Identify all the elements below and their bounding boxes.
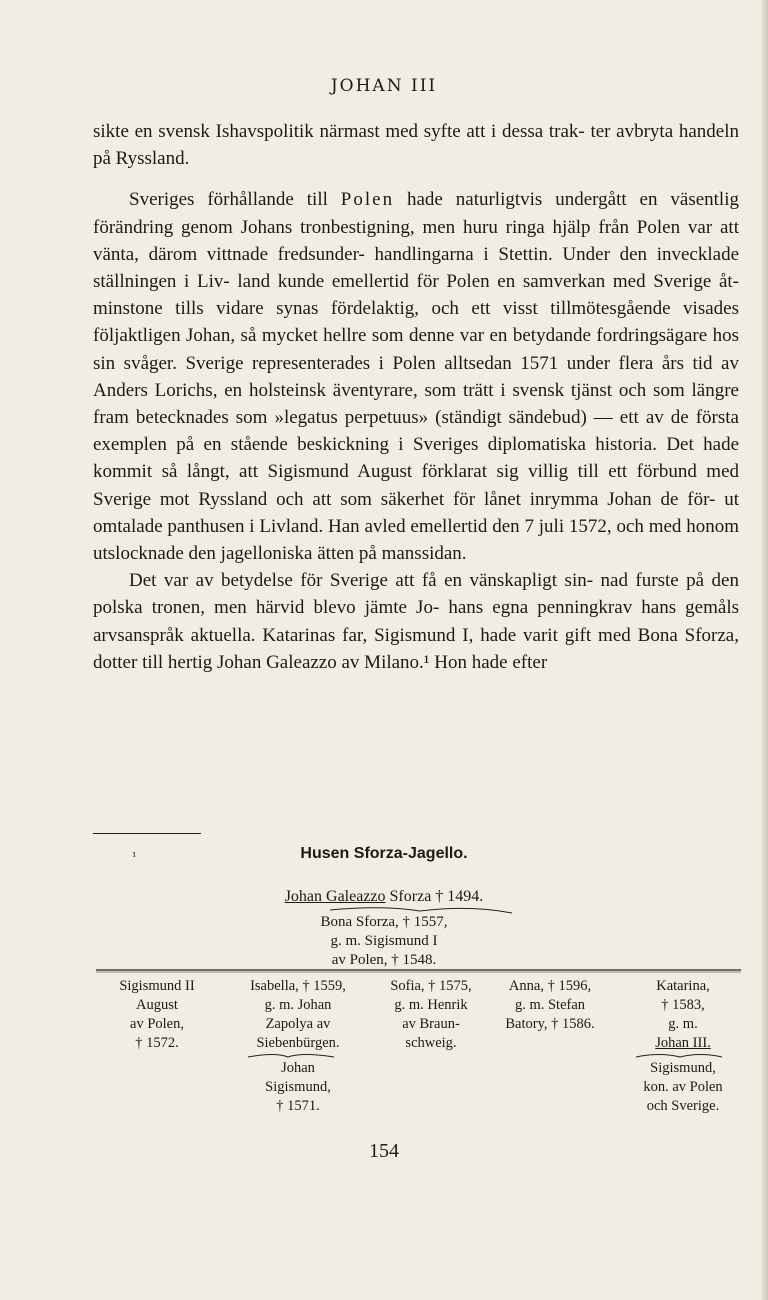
grandchild-line: och Sverige. (646, 1098, 720, 1114)
child-line: g. m. (668, 1016, 698, 1032)
grandchild-sigismund (618, 1059, 748, 1116)
grandchild-line: Johan (281, 1060, 315, 1076)
child-line: av Braun- (402, 1016, 460, 1032)
paragraph-1: sikte en svensk Ishavspolitik närmast med syfte att i dessa trak- ter avbryta handeln på Ryssland. (93, 121, 739, 170)
child-line: Zapolya av (265, 1016, 331, 1032)
page-number: 154 (369, 1140, 399, 1162)
root-name: Johan Galeazzo (284, 888, 386, 905)
grandchild-johan (228, 1059, 368, 1116)
child-line: Siebenbürgen. (256, 1035, 340, 1051)
bona-line: g. m. Sigismund I (330, 933, 438, 949)
paragraph-3: Det var av betydelse för Sverige att få en vänskapligt sin- nad furste på den polska tronen, men härvid blevo jämte Jo- hans egna penningkrav hans gemåls arvsanspråk aktuella. Katarinas far, Sigismund I, hade varit gift med Bona Sforza, dotter till hertig Johan Galeazzo av Milano.¹ Hon hade efter (93, 570, 739, 673)
brace-bona (330, 908, 512, 913)
child-line: g. m. Henrik (394, 997, 468, 1013)
child-line: Katarina, (656, 978, 710, 994)
child-line: Sofia, † 1575, (390, 978, 472, 994)
child-line: † 1572. (135, 1035, 179, 1051)
child-line: † 1583, (661, 997, 705, 1013)
running-head: JOHAN III (330, 76, 438, 96)
child-katarina (618, 977, 748, 1116)
child-sigismund (102, 977, 212, 1053)
genealogy-title: Husen Sforza-Jagello. (300, 845, 468, 862)
grandchild-line: Sigismund, (650, 1060, 716, 1076)
child-line: August (136, 997, 178, 1013)
child-line: av Polen, (130, 1016, 184, 1032)
child-line: Anna, † 1596, (508, 978, 592, 994)
child-line: Isabella, † 1559, (250, 978, 346, 994)
bona-line: Bona Sforza, † 1557, (320, 914, 448, 930)
grandchild-line: † 1571. (276, 1098, 320, 1114)
child-line: g. m. Stefan (514, 997, 586, 1013)
child-line: g. m. Johan (264, 997, 332, 1013)
child-anna (490, 977, 610, 1034)
child-isabella (228, 977, 368, 1116)
child-line: Johan III. (655, 1035, 711, 1051)
grandchild-line: kon. av Polen (643, 1079, 723, 1095)
bona-line: av Polen, † 1548. (331, 952, 437, 968)
child-line: Sigismund II (119, 978, 195, 994)
child-sofia (366, 977, 496, 1053)
paragraph-2-rest: hade naturligtvis undergått en väsentlig förändring genom Johans tronbestigning, men huru ringa hjälp från Polen var att vänta, därom vittnade fredsunder- handlingarna i Stettin. Under den invecklade ställningen i Liv- land kunde emellertid för Polen en samverkan med Sverige åt- minstone tills vidare synas fördelaktig, och ett visst tillmötesgående visades följaktligen Johan, så mycket hellre som denne var en betydande fordringsägare hos sin svåger. Sverige representerades i Polen alltsedan 1571 under flera års tid av Anders Lorichs, en holsteinsk äventyrare, som trätt i svensk tjänst och som längre fram betecknades som »legatus perpetuus» (ständigt sändebud) — ett av de första exemplen på en stående beskickning i Sveriges diplomatiska historia. Det hade kommit så långt, att Sigismund August förklarat sig villig till ett förbund med Sverige mot Ryssland och att som säkerhet för lånet inrymma Johan de för- ut omtalade panthusen i Livland. Han avled emellertid den 7 juli 1572, och med honom utslocknade den jagelloniska ätten på manssidan. (93, 189, 739, 565)
footnote-marker: ¹ (132, 850, 137, 863)
child-line: schweig. (405, 1035, 457, 1051)
paragraph-2-lead: Sveriges förhållande till (129, 189, 341, 211)
grandchild-line: Sigismund, (265, 1079, 331, 1095)
root-rest: Sforza † 1494. (385, 888, 484, 905)
spaced-word-polen: Polen (340, 189, 395, 211)
child-line: Batory, † 1586. (505, 1016, 595, 1032)
